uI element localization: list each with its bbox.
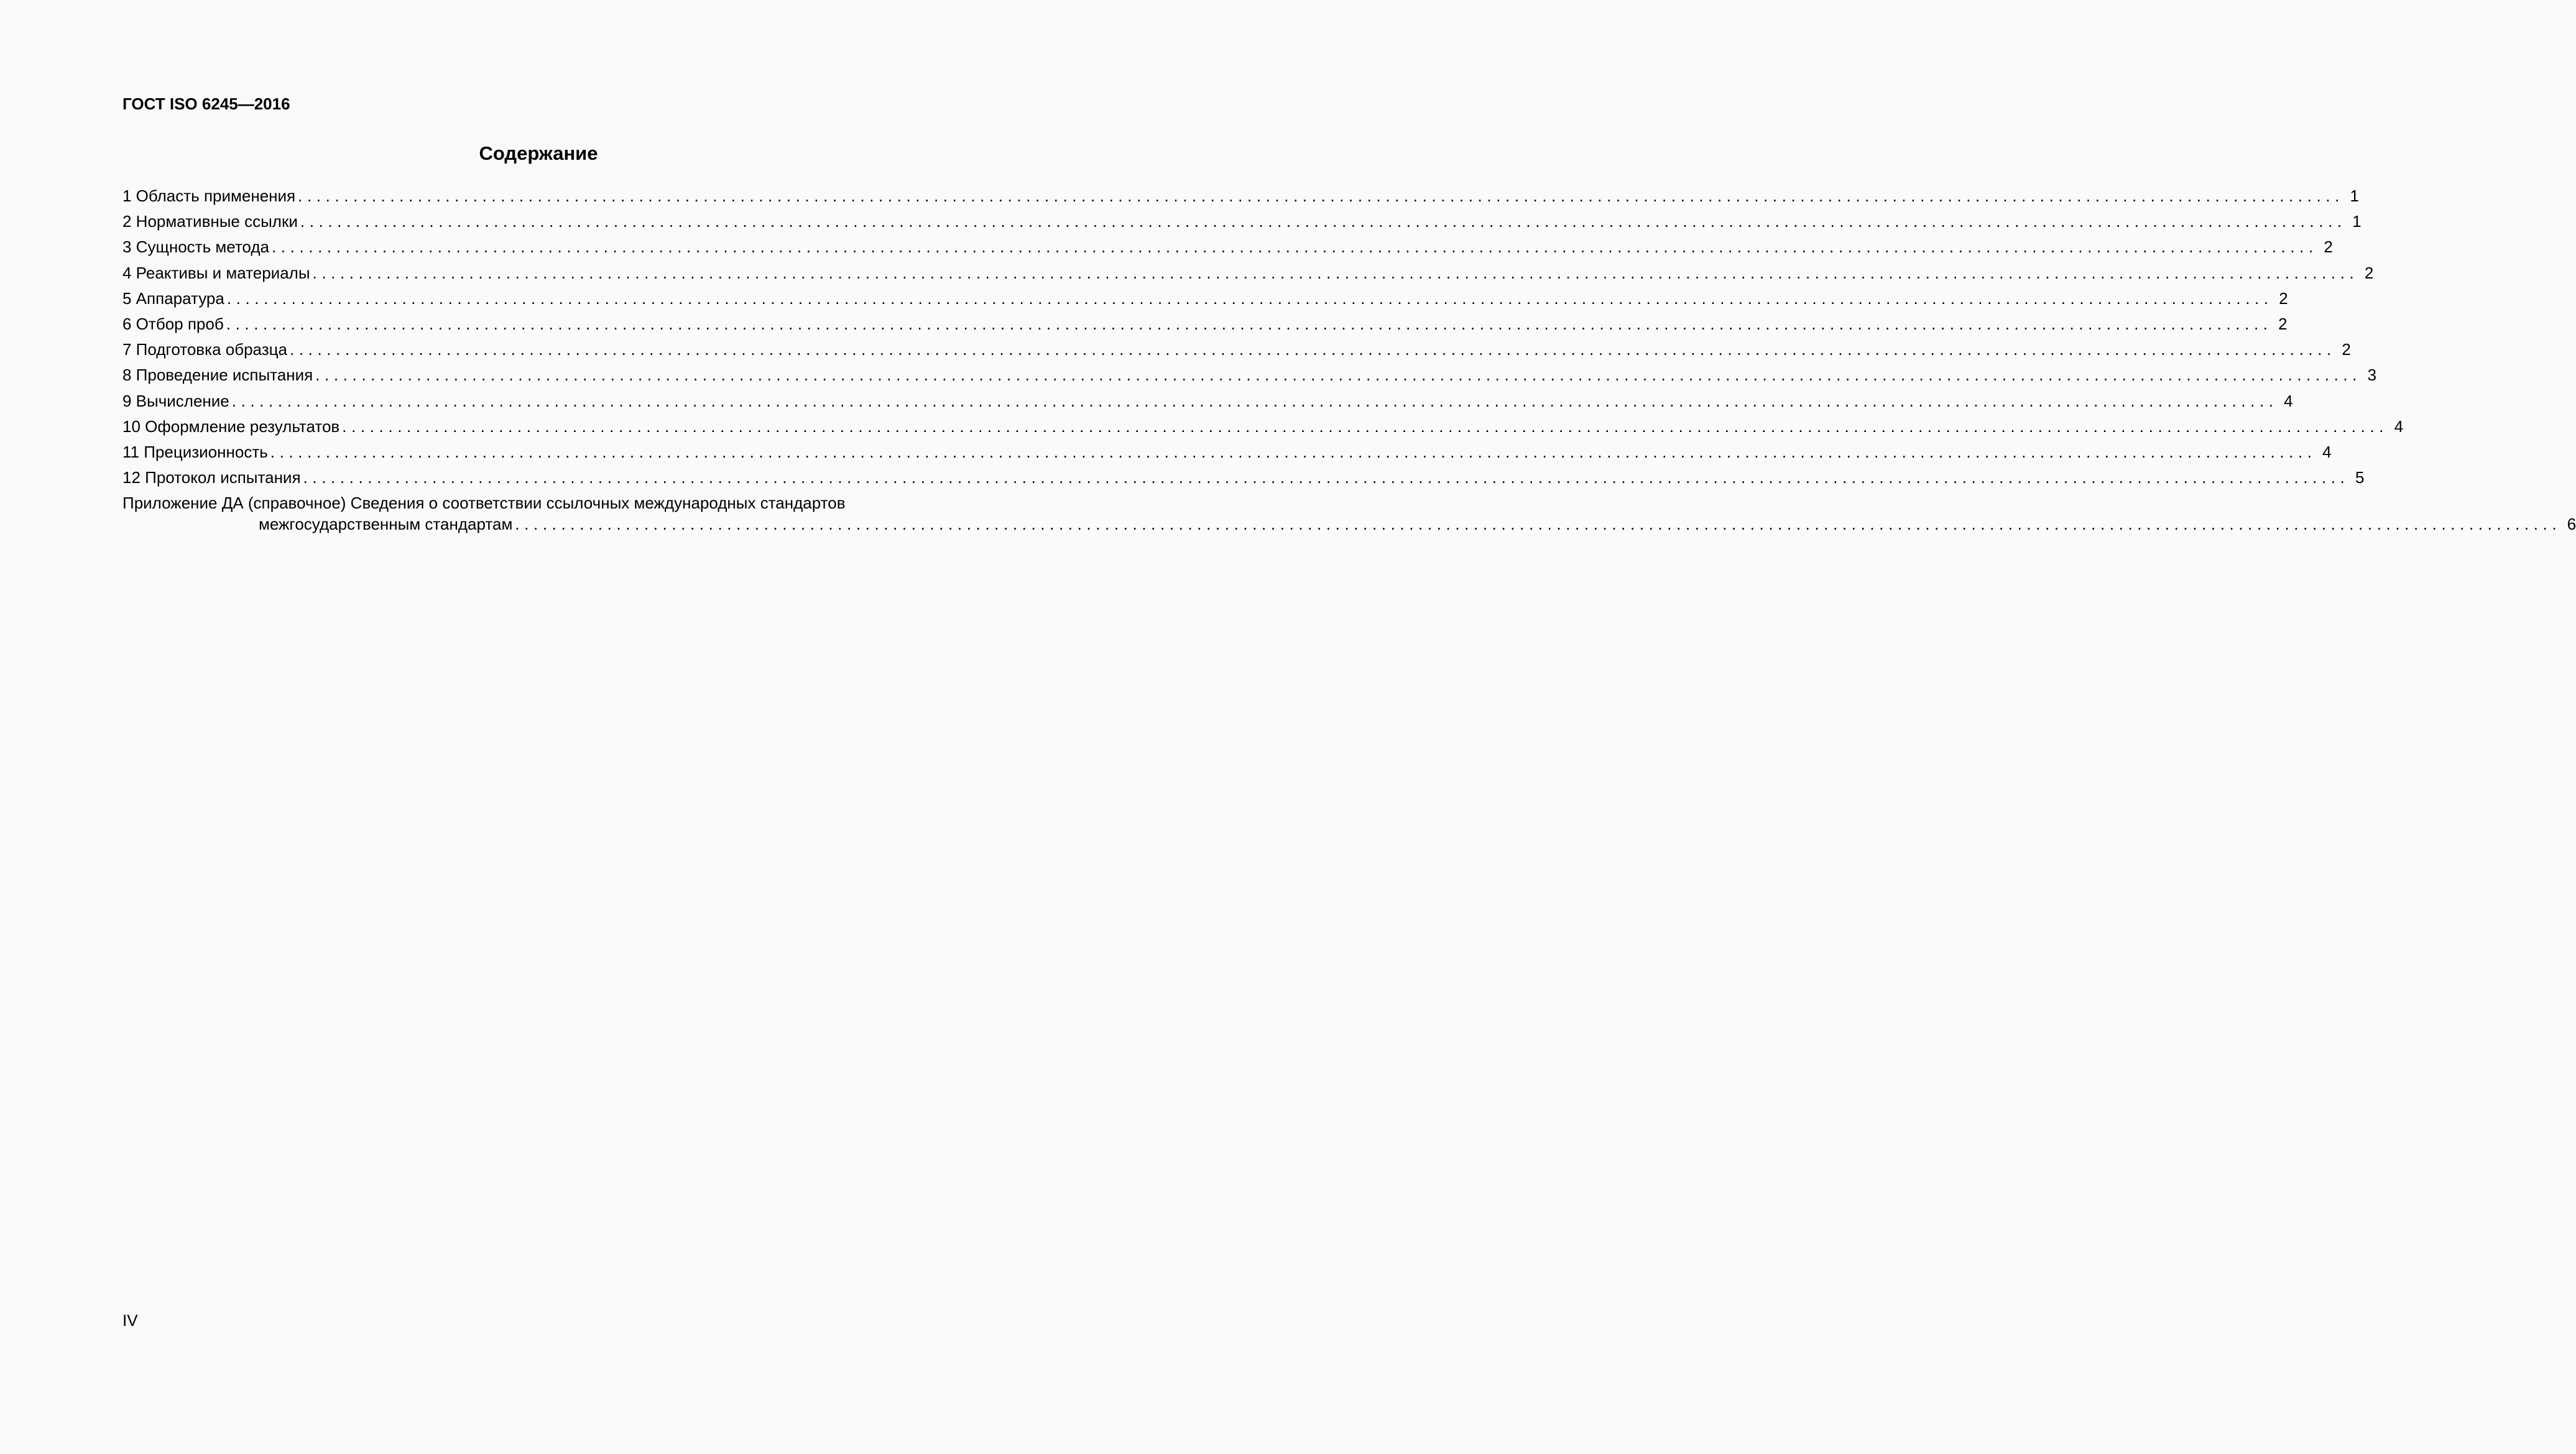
toc-leader-dots [232, 390, 2278, 412]
toc-entry-page: 3 [2367, 366, 2377, 385]
toc-entry-page: 2 [2279, 288, 2288, 308]
toc-title: Содержание [479, 142, 598, 164]
toc-entry-page: 1 [2350, 186, 2359, 205]
toc-entry[interactable] [122, 467, 2365, 492]
toc-entry[interactable] [122, 364, 2377, 390]
toc-entry-page: 4 [2284, 391, 2293, 410]
toc-entry[interactable] [122, 313, 2287, 339]
toc-leader-dots [315, 364, 2361, 385]
toc-entry-page: 2 [2342, 340, 2351, 359]
toc-entry-label: 10 Оформление результатов [122, 416, 340, 436]
toc-leader-dots [342, 416, 2388, 437]
table-of-contents [122, 185, 2576, 535]
toc-leader-dots [300, 211, 2347, 232]
page-number: IV [122, 1311, 138, 1330]
toc-annex-title: Приложение ДА (справочное) Сведения о соответствии ссылочных международных стандартов [122, 494, 846, 513]
toc-entry[interactable] [122, 236, 2333, 262]
toc-entry-page: 4 [2394, 416, 2404, 436]
toc-annex-subtitle: межгосударственным стандартам [259, 515, 513, 534]
toc-entry-page: 2 [2278, 314, 2287, 333]
toc-leader-dots [227, 288, 2273, 309]
toc-entry-label: 11 Прецизионность [122, 442, 268, 461]
toc-entry[interactable] [122, 390, 2293, 416]
toc-entry[interactable] [122, 288, 2288, 313]
toc-entry-page: 5 [2355, 468, 2365, 487]
toc-entry[interactable] [122, 416, 2404, 441]
toc-entry[interactable] [122, 262, 2374, 288]
toc-entry-label: 3 Сущность метода [122, 237, 269, 257]
toc-entry[interactable] [122, 339, 2351, 364]
toc-entry-page: 4 [2322, 442, 2332, 461]
toc-entry-page: 6 [2567, 515, 2576, 534]
toc-entry[interactable] [122, 211, 2361, 236]
toc-leader-dots [515, 513, 2561, 535]
toc-leader-dots [303, 467, 2350, 488]
toc-leader-dots [298, 185, 2344, 206]
toc-entry-label: 7 Подготовка образца [122, 340, 288, 359]
toc-entry-page: 2 [2364, 263, 2374, 282]
toc-entry-label: 2 Нормативные ссылки [122, 212, 298, 231]
document-code: ГОСТ ISO 6245—2016 [122, 94, 290, 113]
toc-leader-dots [270, 441, 2317, 462]
toc-leader-dots [313, 262, 2359, 283]
toc-entry-label: 8 Проведение испытания [122, 366, 313, 385]
toc-entry-label: 5 Аппаратура [122, 288, 224, 308]
toc-entry-page: 1 [2352, 212, 2361, 231]
toc-entry-label: 4 Реактивы и материалы [122, 263, 310, 282]
toc-entry-label: 6 Отбор проб [122, 314, 224, 333]
toc-entry-page: 2 [2324, 237, 2333, 257]
toc-entry-label: 9 Вычисление [122, 391, 229, 410]
toc-leader-dots [290, 339, 2336, 360]
toc-entry-annex[interactable] [122, 492, 2576, 535]
toc-leader-dots [226, 313, 2273, 334]
toc-entry-label: 1 Область применения [122, 186, 296, 205]
toc-entry[interactable] [122, 441, 2332, 467]
toc-entry[interactable] [122, 185, 2359, 211]
toc-entry-label: 12 Протокол испытания [122, 468, 301, 487]
toc-leader-dots [272, 236, 2318, 257]
